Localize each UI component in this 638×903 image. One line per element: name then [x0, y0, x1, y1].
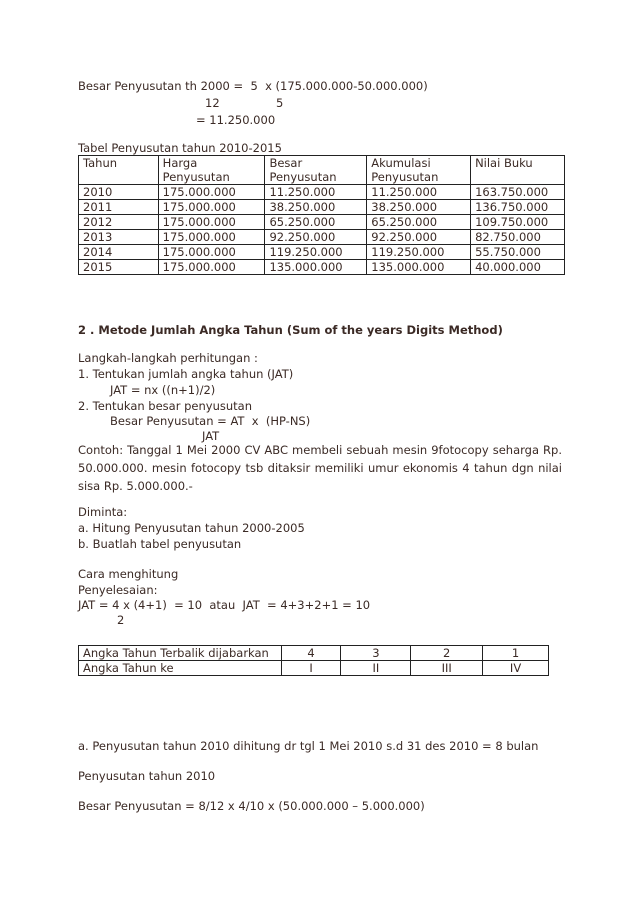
header-cell: Harga Penyusutan	[158, 156, 265, 185]
cell-book-value: 82.750.000	[471, 230, 565, 245]
cell-depreciation: 92.250.000	[265, 230, 367, 245]
cell-accumulated: 119.250.000	[367, 245, 471, 260]
cell-value: 4	[281, 646, 341, 661]
diminta-label: Diminta:	[78, 505, 128, 519]
cell-depreciation: 11.250.000	[265, 185, 367, 200]
step-2-denominator: JAT	[202, 429, 220, 443]
table-row	[79, 230, 565, 245]
cell-value: IV	[483, 661, 549, 676]
cell-depreciation: 65.250.000	[265, 215, 367, 230]
cell-year: 2011	[79, 200, 159, 215]
table-row	[79, 661, 549, 676]
steps-title: Langkah-langkah perhitungan :	[78, 351, 258, 365]
cell-accumulated: 135.000.000	[367, 260, 471, 275]
footer-line-a: a. Penyusutan tahun 2010 dihitung dr tgl 1 Mei 2010 s.d 31 des 2010 = 8 bulan	[78, 739, 539, 753]
intro-denominator: 5	[276, 96, 284, 110]
cell-accumulated: 38.250.000	[367, 200, 471, 215]
table-row	[79, 245, 565, 260]
table-row	[79, 185, 565, 200]
cell-value: II	[341, 661, 411, 676]
cell-value: I	[281, 661, 341, 676]
header-cell: Akumulasi Penyusutan	[367, 156, 471, 185]
step-2-formula: Besar Penyusutan = AT x (HP-NS)	[110, 414, 311, 428]
cell-price: 175.000.000	[158, 260, 265, 275]
section-heading: 2 . Metode Jumlah Angka Tahun (Sum of the years Digits Method)	[78, 323, 503, 337]
row-label: Angka Tahun Terbalik dijabarkan	[79, 646, 282, 661]
cell-depreciation: 38.250.000	[265, 200, 367, 215]
cell-value: 3	[341, 646, 411, 661]
step-1: 1. Tentukan jumlah angka tahun (JAT)	[78, 367, 294, 381]
row-label: Angka Tahun ke	[79, 661, 282, 676]
cell-price: 175.000.000	[158, 215, 265, 230]
table-row	[79, 260, 565, 275]
cell-book-value: 136.750.000	[471, 200, 565, 215]
footer-line-c: Besar Penyusutan = 8/12 x 4/10 x (50.000.000 – 5.000.000)	[78, 799, 425, 813]
intro-numerator: 12	[205, 96, 220, 110]
depreciation-table	[78, 155, 565, 275]
cell-depreciation: 135.000.000	[265, 260, 367, 275]
requirement-a: a. Hitung Penyusutan tahun 2000-2005	[78, 521, 305, 535]
step-1-formula: JAT = nx ((n+1)/2)	[110, 383, 216, 397]
intro-line-1: Besar Penyusutan th 2000 = 5 x (175.000.000-50.000.000)	[78, 79, 428, 93]
footer-line-b: Penyusutan tahun 2010	[78, 769, 216, 783]
header-cell: Besar Penyusutan	[265, 156, 367, 185]
table-row	[79, 646, 549, 661]
header-cell: Tahun	[79, 156, 159, 185]
table-row	[79, 200, 565, 215]
cell-year: 2013	[79, 230, 159, 245]
cara-label: Cara menghitung	[78, 567, 179, 581]
table-row	[79, 215, 565, 230]
year-digits-table	[78, 645, 549, 676]
requirement-b: b. Buatlah tabel penyusutan	[78, 537, 242, 551]
cell-accumulated: 11.250.000	[367, 185, 471, 200]
example-paragraph: Contoh: Tanggal 1 Mei 2000 CV ABC membeli sebuah mesin 9fotocopy seharga Rp. 50.000.000. mesin fotocopy tsb ditaksir memiliki umur ekonomis 4 tahun dgn nilai sisa Rp. 5.000.000.-	[78, 443, 562, 493]
cell-year: 2014	[79, 245, 159, 260]
header-cell: Nilai Buku	[471, 156, 565, 185]
cell-price: 175.000.000	[158, 185, 265, 200]
cell-accumulated: 92.250.000	[367, 230, 471, 245]
cell-year: 2015	[79, 260, 159, 275]
cell-book-value: 55.750.000	[471, 245, 565, 260]
cell-year: 2010	[79, 185, 159, 200]
cell-price: 175.000.000	[158, 245, 265, 260]
penyelesaian-label: Penyelesaian:	[78, 583, 158, 597]
cell-year: 2012	[79, 215, 159, 230]
cell-price: 175.000.000	[158, 200, 265, 215]
table1-title: Tabel Penyusutan tahun 2010-2015	[78, 141, 282, 155]
cell-value: III	[411, 661, 483, 676]
cell-depreciation: 119.250.000	[265, 245, 367, 260]
cell-price: 175.000.000	[158, 230, 265, 245]
step-2: 2. Tentukan besar penyusutan	[78, 399, 252, 413]
cell-accumulated: 65.250.000	[367, 215, 471, 230]
cell-book-value: 40.000.000	[471, 260, 565, 275]
cell-book-value: 163.750.000	[471, 185, 565, 200]
cell-value: 1	[483, 646, 549, 661]
table-header-row	[79, 156, 565, 185]
cell-value: 2	[411, 646, 483, 661]
jat-formula: JAT = 4 x (4+1) = 10 atau JAT = 4+3+2+1 = 10	[78, 598, 371, 612]
intro-result: = 11.250.000	[196, 113, 276, 127]
jat-denominator: 2	[117, 613, 125, 627]
cell-book-value: 109.750.000	[471, 215, 565, 230]
